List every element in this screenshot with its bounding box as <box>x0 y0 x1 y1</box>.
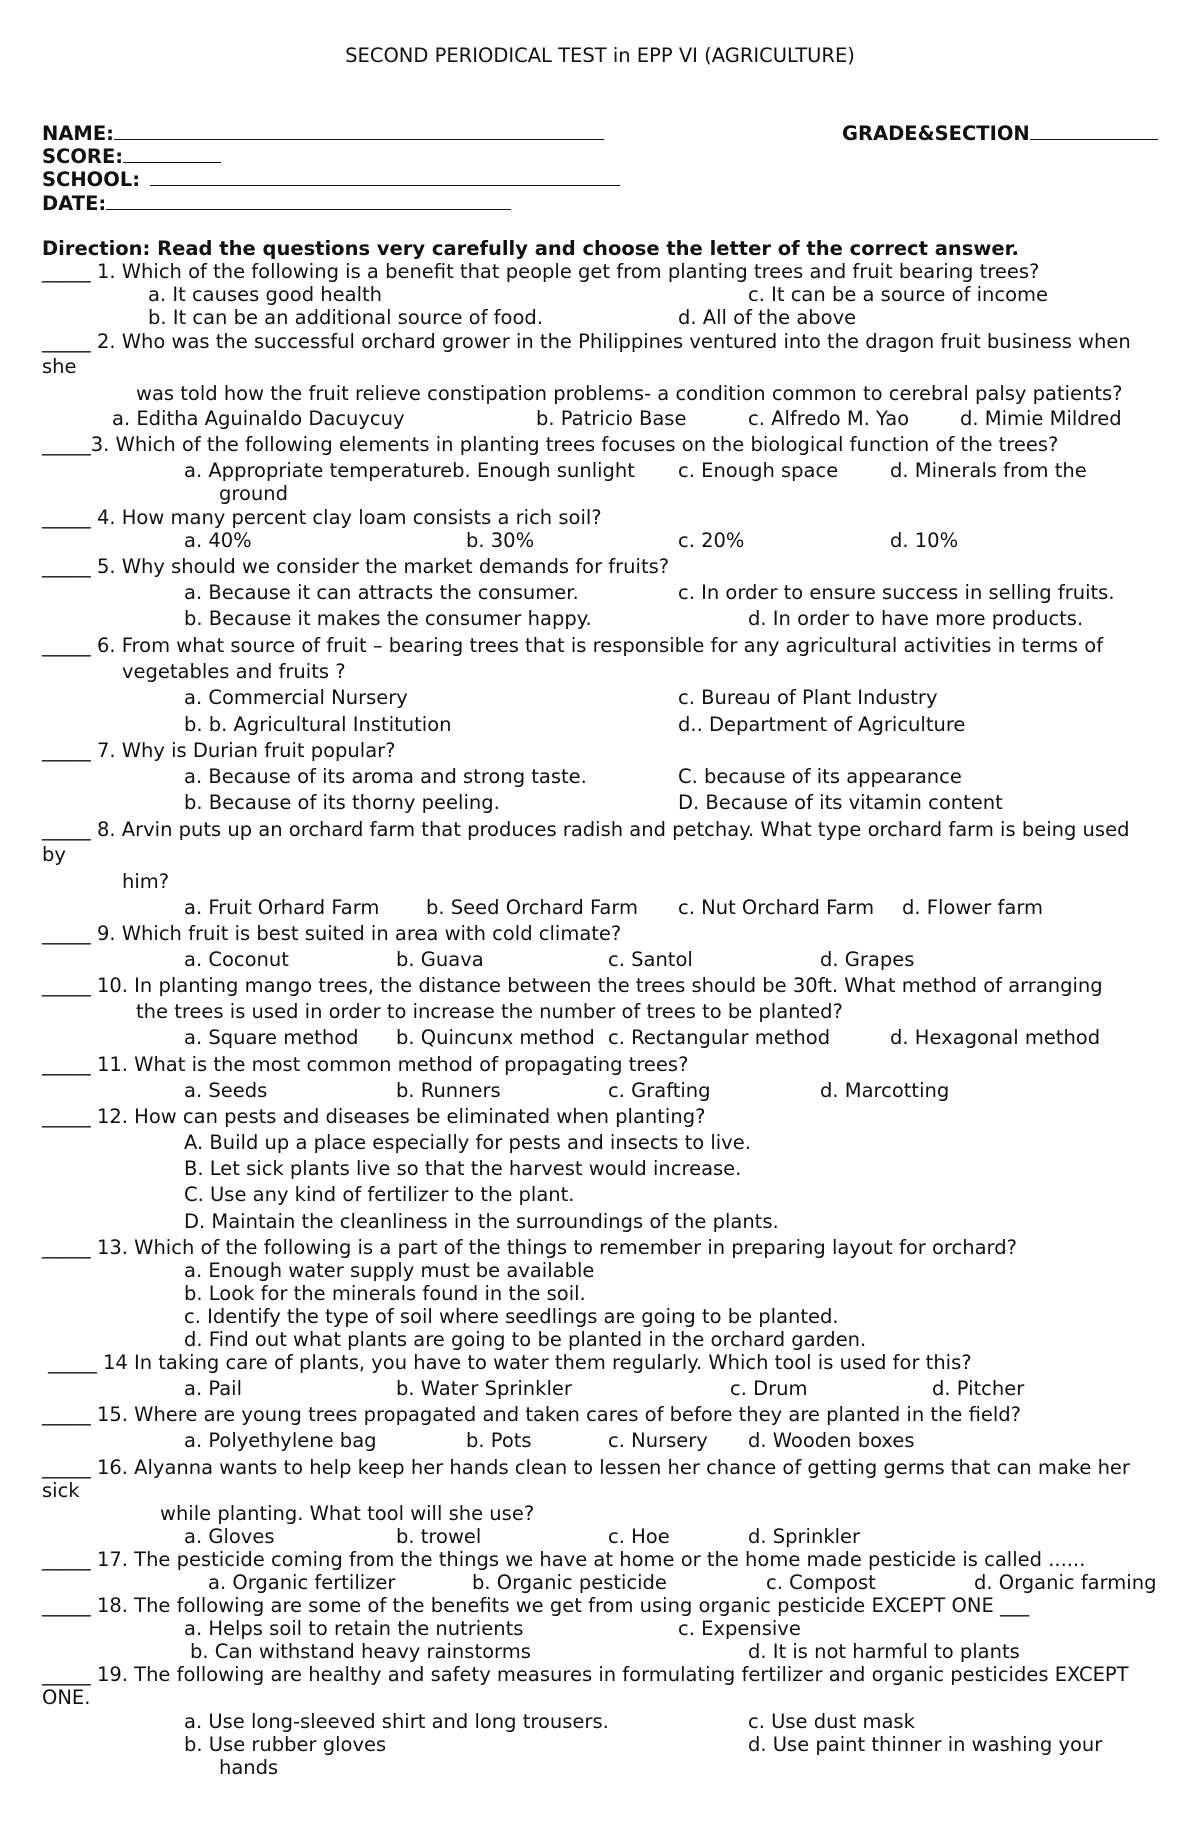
q15-option-b: b. Pots <box>466 1429 532 1452</box>
q18-option-b: b. Can withstand heavy rainstorms <box>190 1640 531 1663</box>
question-3: _____3. Which of the following elements in planting trees focuses on the biological function of the trees? <box>42 433 1059 456</box>
page-title: SECOND PERIODICAL TEST in EPP VI (AGRICULTURE) <box>345 44 855 67</box>
q3-option-a-b: a. Appropriate temperatureb. Enough sunlight <box>184 459 635 482</box>
q11-option-c: c. Grafting <box>608 1079 711 1102</box>
q17-option-a: a. Organic fertilizer <box>208 1571 396 1594</box>
q3-option-d: d. Minerals from the <box>890 459 1087 482</box>
q17-option-d: d. Organic farming <box>974 1571 1157 1594</box>
question-17: _____ 17. The pesticide coming from the things we have at home or the home made pesticide is called ...... <box>42 1548 1086 1571</box>
q15-option-a: a. Polyethylene bag <box>184 1429 377 1452</box>
q1-option-b: b. It can be an additional source of food. <box>148 306 543 329</box>
q5-option-d: d. In order to have more products. <box>748 607 1084 630</box>
q6-option-a: a. Commercial Nursery <box>184 686 408 709</box>
q16-option-b: b. trowel <box>396 1525 482 1548</box>
q19-option-d-cont: hands <box>219 1756 279 1779</box>
q15-option-d: d. Wooden boxes <box>748 1429 915 1452</box>
q12-option-b: B. Let sick plants live so that the harvest would increase. <box>184 1157 742 1180</box>
question-14: _____ 14 In taking care of plants, you have to water them regularly. Which tool is used for this? <box>48 1351 972 1374</box>
q10-option-a: a. Square method <box>184 1026 359 1049</box>
question-10-cont: the trees is used in order to increase the number of trees to be planted? <box>136 1000 843 1023</box>
question-8: _____ 8. Arvin puts up an orchard farm that produces radish and petchay. What type orchard farm is being used <box>42 818 1130 841</box>
q1-option-d: d. All of the above <box>678 306 857 329</box>
school-field[interactable]: SCHOOL: <box>42 168 620 191</box>
q13-option-d: d. Find out what plants are going to be planted in the orchard garden. <box>184 1328 867 1351</box>
q19-option-d: d. Use paint thinner in washing your <box>748 1733 1103 1756</box>
q7-option-a: a. Because of its aroma and strong taste. <box>184 765 587 788</box>
question-19: _____ 19. The following are healthy and safety measures in formulating fertilizer and organic pesticides EXCEPT <box>42 1663 1129 1686</box>
q6-option-b: b. b. Agricultural Institution <box>184 713 452 736</box>
q4-option-d: d. 10% <box>890 529 959 552</box>
q13-option-a: a. Enough water supply must be available <box>184 1259 595 1282</box>
q10-option-d: d. Hexagonal method <box>890 1026 1101 1049</box>
q5-option-b: b. Because it makes the consumer happy. <box>184 607 592 630</box>
q8-option-d: d. Flower farm <box>902 896 1043 919</box>
q10-option-b: b. Quincunx method <box>396 1026 595 1049</box>
q1-option-a: a. It causes good health <box>148 283 383 306</box>
q18-option-c: c. Expensive <box>678 1617 801 1640</box>
q9-option-c: c. Santol <box>608 948 693 971</box>
grade-section-field[interactable]: GRADE&SECTION <box>842 122 1158 145</box>
name-field[interactable]: NAME: <box>42 122 604 145</box>
q12-option-c: C. Use any kind of fertilizer to the plant. <box>184 1183 575 1206</box>
q19-option-c: c. Use dust mask <box>748 1710 915 1733</box>
score-field[interactable]: SCORE: <box>42 145 221 168</box>
question-6-cont: vegetables and fruits ? <box>122 660 346 683</box>
q8-option-c: c. Nut Orchard Farm <box>678 896 875 919</box>
question-18: _____ 18. The following are some of the benefits we get from using organic pesticide EXCEPT ONE ___ <box>42 1594 1030 1617</box>
question-7: _____ 7. Why is Durian fruit popular? <box>42 739 396 762</box>
q17-option-b: b. Organic pesticide <box>472 1571 667 1594</box>
q6-option-c: c. Bureau of Plant Industry <box>678 686 938 709</box>
q19-option-b: b. Use rubber gloves <box>184 1733 387 1756</box>
question-8-cont: him? <box>122 870 170 893</box>
q2-option-d: d. Mimie Mildred <box>960 407 1122 430</box>
q4-option-c: c. 20% <box>678 529 745 552</box>
question-2-cont: was told how the fruit relieve constipation problems- a condition common to cerebral palsy patients? <box>136 382 1123 405</box>
q16-option-d: d. Sprinkler <box>748 1525 861 1548</box>
question-8-cont: by <box>42 843 66 866</box>
q4-option-b: b. 30% <box>466 529 535 552</box>
q7-option-d: D. Because of its vitamin content <box>678 791 1003 814</box>
question-13: _____ 13. Which of the following is a part of the things to remember in preparing layout for orchard? <box>42 1236 1017 1259</box>
q14-option-b: b. Water Sprinkler <box>396 1377 572 1400</box>
q10-option-c: c. Rectangular method <box>608 1026 831 1049</box>
q11-option-d: d. Marcotting <box>820 1079 950 1102</box>
q13-option-c: c. Identify the type of soil where seedlings are going to be planted. <box>184 1305 839 1328</box>
q2-option-b: b. Patricio Base <box>536 407 687 430</box>
q7-option-c: C. because of its appearance <box>678 765 962 788</box>
question-1: _____ 1. Which of the following is a benefit that people get from planting trees and fruit bearing trees? <box>42 260 1040 283</box>
q15-option-c: c. Nursery <box>608 1429 708 1452</box>
question-12: _____ 12. How can pests and diseases be eliminated when planting? <box>42 1105 706 1128</box>
question-5: _____ 5. Why should we consider the market demands for fruits? <box>42 555 670 578</box>
q13-option-b: b. Look for the minerals found in the soil. <box>184 1282 586 1305</box>
q5-option-c: c. In order to ensure success in selling fruits. <box>678 581 1115 604</box>
q8-option-a: a. Fruit Orhard Farm <box>184 896 380 919</box>
date-field[interactable]: DATE: <box>42 192 511 215</box>
q11-option-a: a. Seeds <box>184 1079 268 1102</box>
q1-option-c: c. It can be a source of income <box>748 283 1049 306</box>
question-16-cont: sick <box>42 1479 80 1502</box>
q3-option-c: c. Enough space <box>678 459 839 482</box>
q9-option-a: a. Coconut <box>184 948 289 971</box>
q12-option-d: D. Maintain the cleanliness in the surroundings of the plants. <box>184 1210 779 1233</box>
q16-option-c: c. Hoe <box>608 1525 670 1548</box>
q14-option-d: d. Pitcher <box>932 1377 1025 1400</box>
q16-option-a: a. Gloves <box>184 1525 275 1548</box>
q9-option-b: b. Guava <box>396 948 484 971</box>
q19-option-a: a. Use long-sleeved shirt and long trousers. <box>184 1710 609 1733</box>
q2-option-c: c. Alfredo M. Yao <box>748 407 910 430</box>
q6-option-d: d.. Department of Agriculture <box>678 713 966 736</box>
question-11: _____ 11. What is the most common method of propagating trees? <box>42 1053 689 1076</box>
question-4: _____ 4. How many percent clay loam consists a rich soil? <box>42 506 602 529</box>
q18-option-a: a. Helps soil to retain the nutrients <box>184 1617 524 1640</box>
direction: Direction: Read the questions very carefully and choose the letter of the correct answer. <box>42 237 1019 260</box>
q14-option-a: a. Pail <box>184 1377 243 1400</box>
question-19-cont: ONE. <box>42 1686 91 1709</box>
q8-option-b: b. Seed Orchard Farm <box>426 896 638 919</box>
question-2: _____ 2. Who was the successful orchard grower in the Philippines ventured into the dragon fruit business when <box>42 330 1131 353</box>
q11-option-b: b. Runners <box>396 1079 501 1102</box>
question-2-cont: she <box>42 355 77 378</box>
q9-option-d: d. Grapes <box>820 948 915 971</box>
q14-option-c: c. Drum <box>730 1377 808 1400</box>
question-16-cont: while planting. What tool will she use? <box>160 1502 535 1525</box>
question-15: _____ 15. Where are young trees propagated and taken cares of before they are planted in the field? <box>42 1403 1022 1426</box>
q12-option-a: A. Build up a place especially for pests and insects to live. <box>184 1131 751 1154</box>
q4-option-a: a. 40% <box>184 529 252 552</box>
question-6: _____ 6. From what source of fruit – bearing trees that is responsible for any agricultural activities in terms of <box>42 634 1104 657</box>
q17-option-c: c. Compost <box>766 1571 876 1594</box>
q18-option-d: d. It is not harmful to plants <box>748 1640 1020 1663</box>
question-16: _____ 16. Alyanna wants to help keep her hands clean to lessen her chance of getting germs that can make her <box>42 1456 1130 1479</box>
q7-option-b: b. Because of its thorny peeling. <box>184 791 500 814</box>
q2-option-a: a. Editha Aguinaldo Dacuycuy <box>112 407 405 430</box>
question-10: _____ 10. In planting mango trees, the distance between the trees should be 30ft. What method of arranging <box>42 974 1103 997</box>
q5-option-a: a. Because it can attracts the consumer. <box>184 581 579 604</box>
q3-option-a-cont: ground <box>219 482 288 505</box>
question-9: _____ 9. Which fruit is best suited in area with cold climate? <box>42 922 622 945</box>
